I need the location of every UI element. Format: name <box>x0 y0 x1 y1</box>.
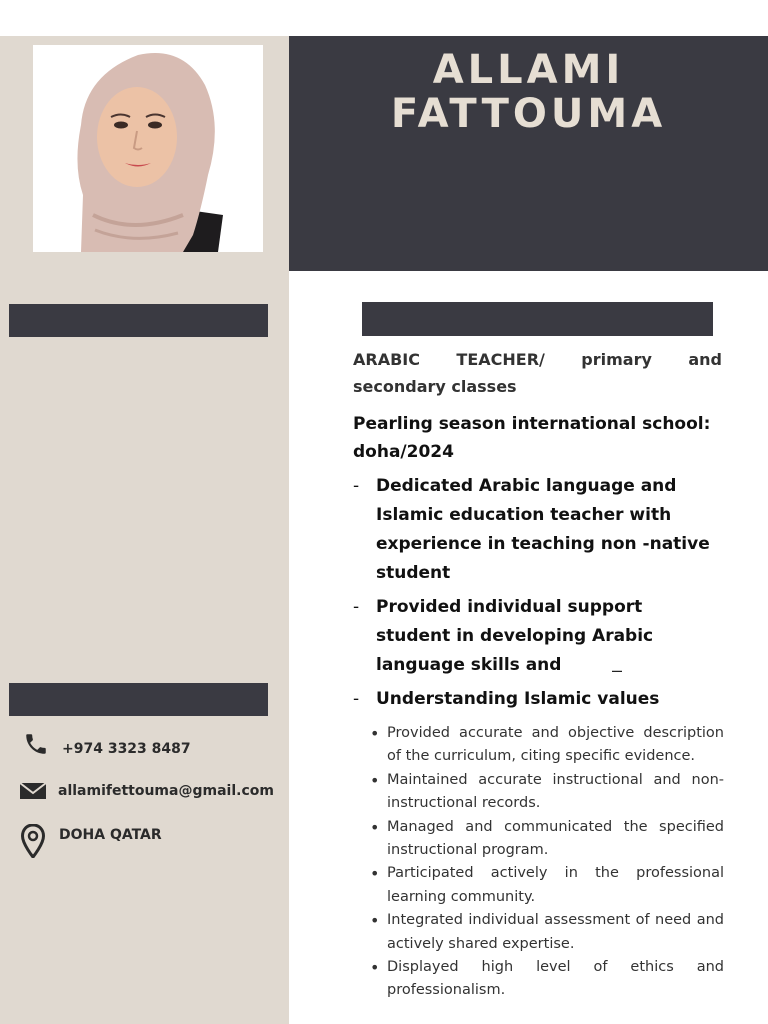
person-name <box>289 48 768 136</box>
email-address: allamifettouma@gmail.com <box>58 783 274 799</box>
profile-photo <box>33 45 263 252</box>
list-item: - Provided individual support student in developing Arabic language skills and <box>353 593 722 680</box>
name-line-2: FATTOUMA <box>390 91 667 137</box>
job-title: ARABIC TEACHER/ primary and secondary classes <box>353 350 722 396</box>
name-line-1: ALLAMI <box>432 47 625 93</box>
contact-email <box>19 781 274 801</box>
sidebar-section-bar <box>9 304 268 337</box>
location-text: DOHA QATAR <box>59 827 162 843</box>
mail-icon <box>19 781 47 801</box>
list-item: - Dedicated Arabic language and Islamic education teacher with experience in teaching non -native student <box>353 472 722 588</box>
list-item: • Provided accurate and objective description of the curriculum, citing specific evidence. <box>370 722 724 769</box>
list-item: • Managed and communicated the specified instructional program. <box>370 816 724 863</box>
contact-phone <box>23 731 191 757</box>
experience-highlights <box>353 472 722 714</box>
phone-icon <box>23 731 49 757</box>
experience-section <box>353 346 722 719</box>
portrait-image <box>33 45 263 252</box>
contact-location <box>21 824 162 858</box>
duties-list <box>370 722 724 1003</box>
school-name: Pearling season international school: doha/2024 <box>353 414 711 462</box>
list-item: • Maintained accurate instructional and non-instructional records. <box>370 769 724 816</box>
phone-number: +974 3323 8487 <box>62 741 191 757</box>
list-item: - Understanding Islamic values <box>353 685 722 714</box>
contact-section-bar <box>9 683 268 716</box>
experience-section-bar <box>362 302 713 336</box>
list-item: • Displayed high level of ethics and professionalism. <box>370 956 724 1003</box>
location-pin-icon <box>21 824 45 858</box>
list-item: • Participated actively in the professional learning community. <box>370 862 724 909</box>
list-item: • Integrated individual assessment of need and actively shared expertise. <box>370 909 724 956</box>
separator-dash: – <box>612 660 623 680</box>
